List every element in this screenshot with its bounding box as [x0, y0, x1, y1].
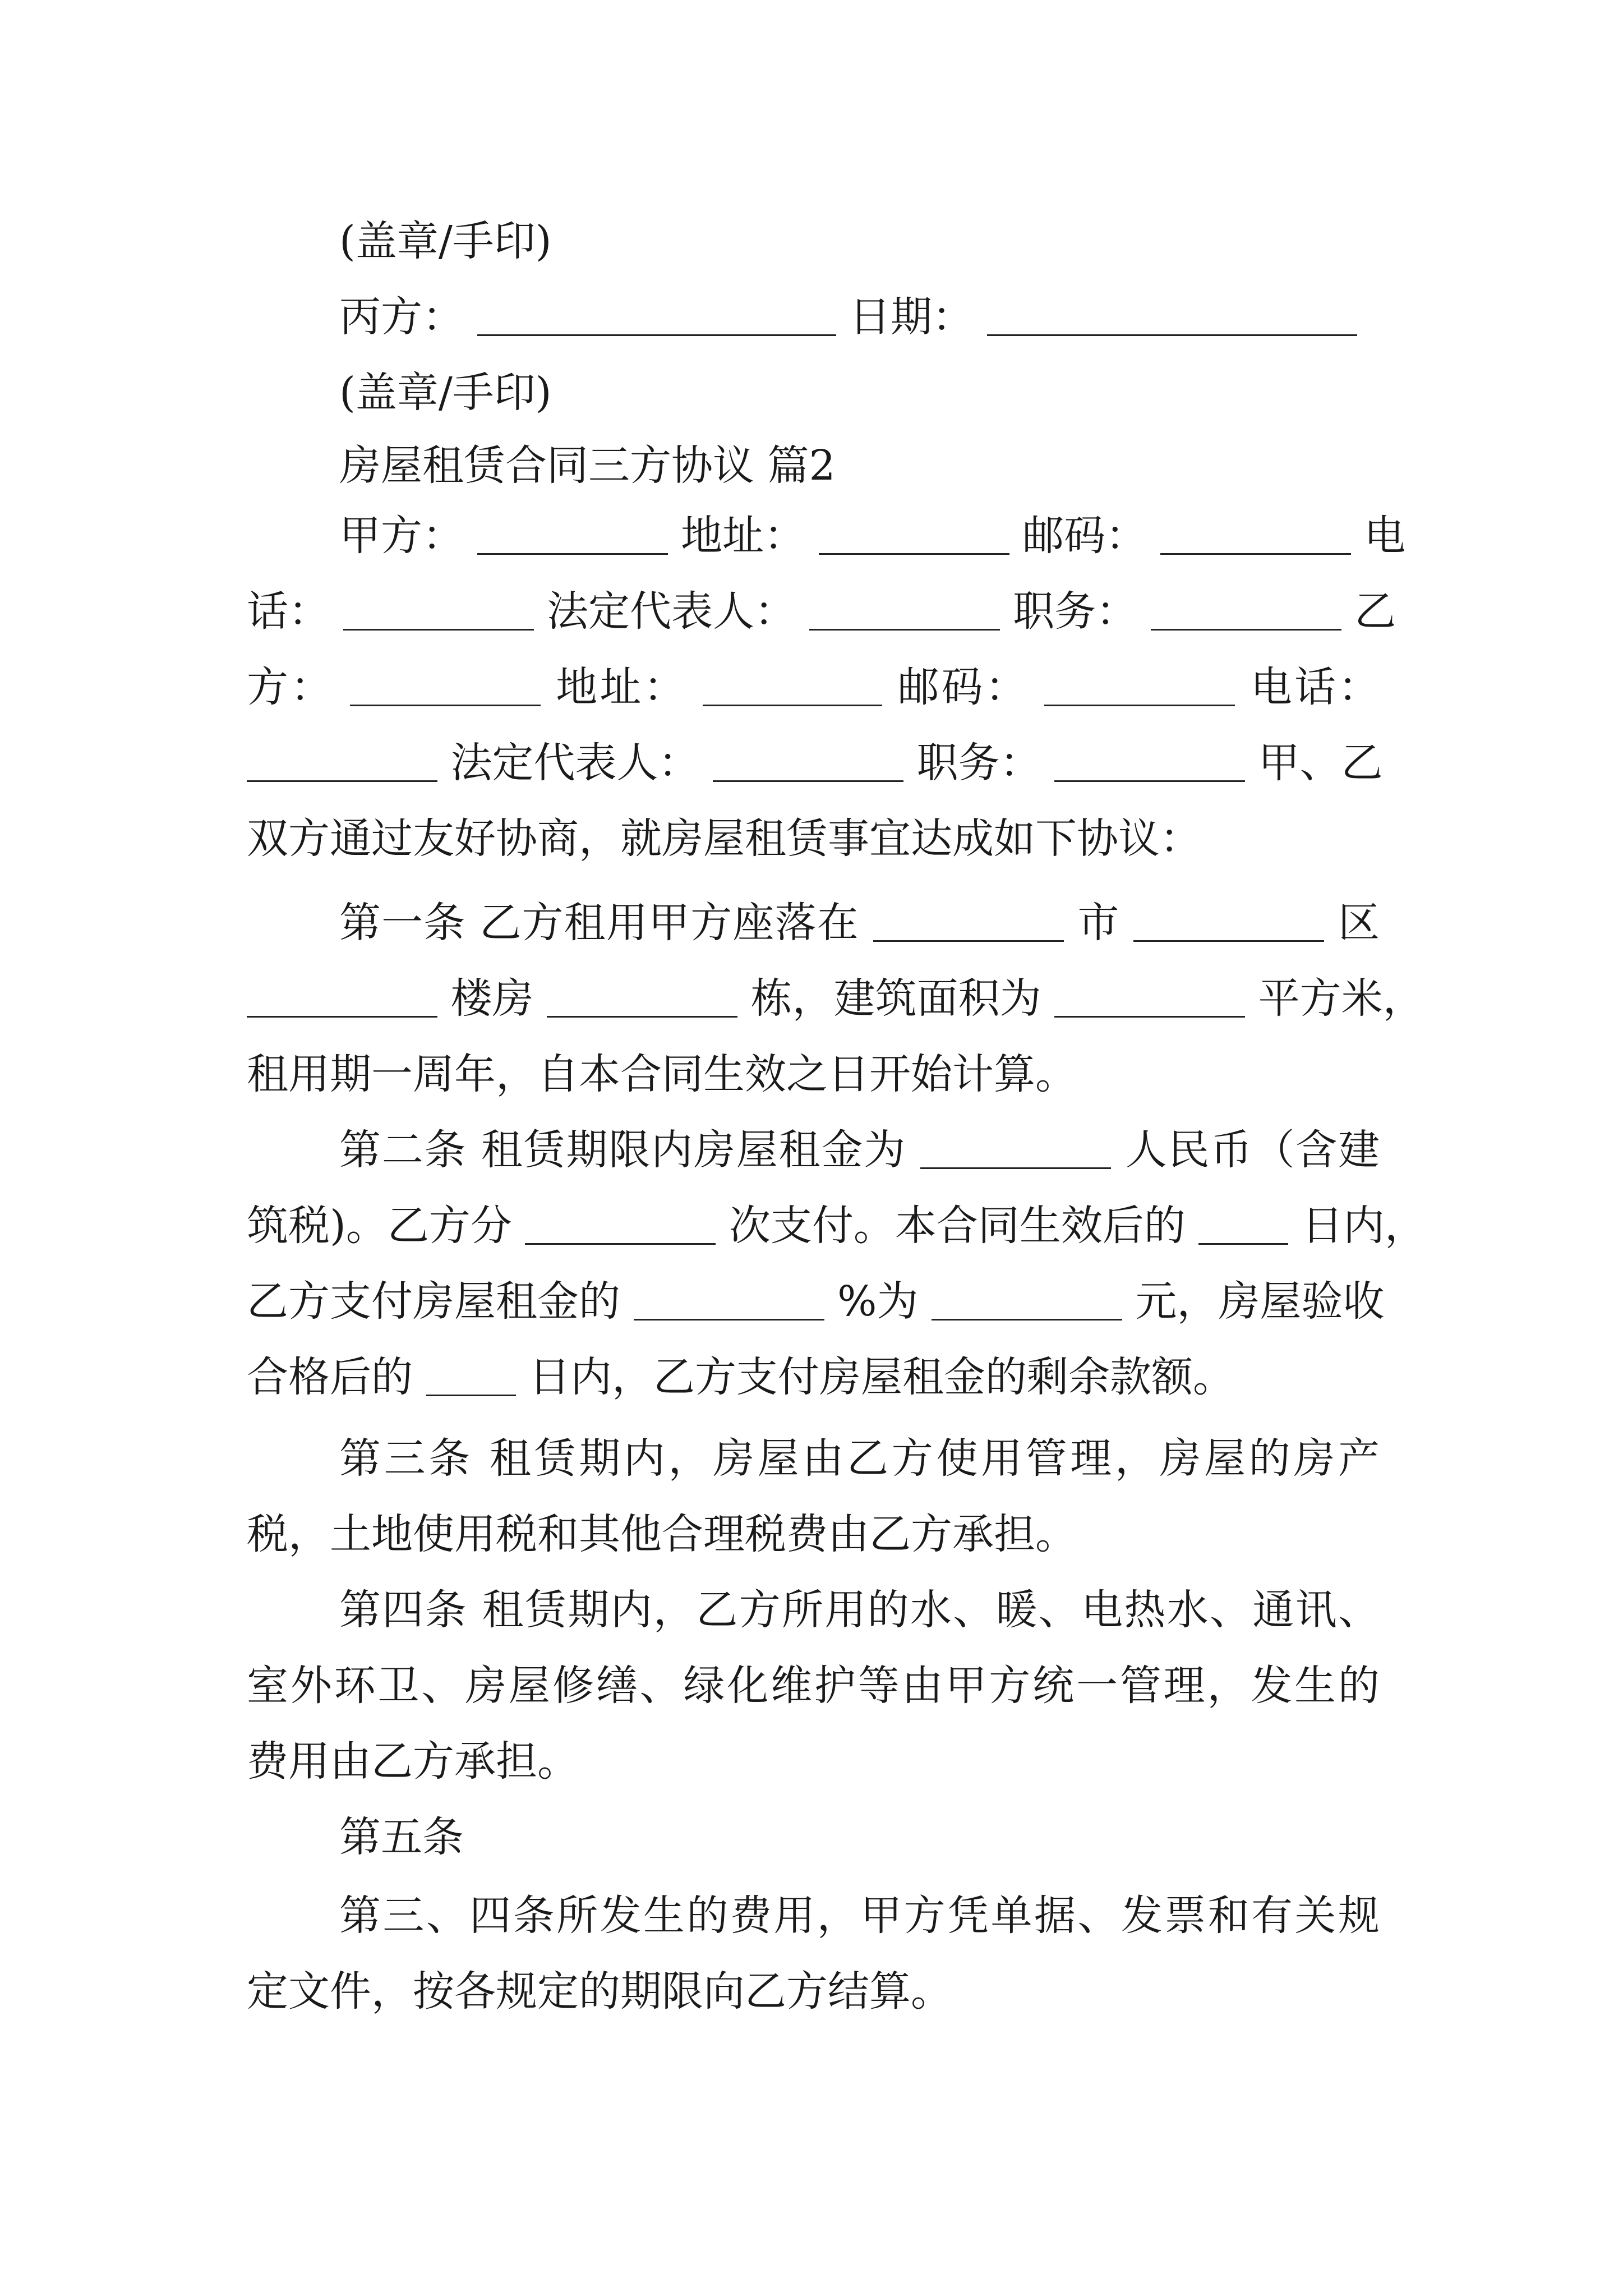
text-line: [339, 438, 1380, 494]
text-segment: 第一条 乙方租用甲方座落在: [339, 899, 859, 947]
text-segment: 电话：: [1250, 663, 1380, 711]
text-line: [247, 1198, 1426, 1254]
fill-in-blank[interactable]: [1160, 514, 1351, 555]
fill-in-blank[interactable]: [703, 665, 882, 706]
text-segment: 甲、乙: [1258, 739, 1383, 787]
fill-in-blank[interactable]: [1054, 741, 1245, 782]
text-segment: 市: [1077, 899, 1120, 947]
text-segment: 筑税)。乙方分: [247, 1202, 512, 1250]
fill-in-blank[interactable]: [713, 741, 903, 782]
fill-in-blank[interactable]: [477, 514, 668, 555]
text-segment: 邮码：: [897, 663, 1029, 711]
text-line: [339, 1122, 1380, 1178]
text-segment: 地址：: [681, 512, 806, 560]
fill-in-blank[interactable]: [426, 1355, 516, 1396]
text-segment: 平方米，: [1258, 974, 1424, 1023]
text-segment: 法定代表人：: [547, 587, 796, 636]
text-segment: 第三条 租赁期内，房屋由乙方使用管理，房屋的房产: [339, 1434, 1380, 1483]
text-line: [247, 583, 1396, 639]
fill-in-blank[interactable]: [819, 514, 1009, 555]
text-line: [247, 1273, 1385, 1329]
text-line: [247, 970, 1424, 1027]
text-segment: 租用期一周年，自本合同生效之日开始计算。: [247, 1050, 1077, 1098]
text-segment: 双方通过友好协商，就房屋租赁事宜达成如下协议：: [247, 815, 1201, 863]
text-segment: 室外环卫、房屋修缮、绿化维护等由甲方统一管理，发生的: [247, 1662, 1380, 1710]
fill-in-blank[interactable]: [247, 977, 437, 1018]
text-segment: 地址：: [556, 663, 688, 711]
text-line: [247, 1733, 1380, 1789]
text-line: [339, 508, 1406, 564]
fill-in-blank[interactable]: [350, 665, 541, 706]
fill-in-blank[interactable]: [987, 295, 1357, 336]
text-segment: 电: [1364, 512, 1406, 560]
text-segment: 话：: [247, 587, 330, 636]
text-segment: 邮码：: [1022, 512, 1147, 560]
text-segment: 甲方：: [339, 512, 464, 560]
text-segment: 合格后的: [247, 1353, 413, 1401]
text-segment: 次支付。本合同生效后的: [728, 1202, 1186, 1250]
fill-in-blank[interactable]: [477, 295, 836, 336]
text-segment: 方：: [247, 663, 335, 711]
text-segment: 区: [1338, 899, 1380, 947]
text-line: [339, 1430, 1380, 1487]
text-line: [339, 895, 1380, 951]
text-segment: 乙: [1354, 587, 1396, 636]
text-segment: 元，房屋验收: [1135, 1277, 1385, 1326]
text-line: [247, 1046, 1380, 1102]
fill-in-blank[interactable]: [920, 1128, 1111, 1169]
text-line: [339, 1582, 1380, 1638]
text-segment: 乙方支付房屋租金的: [247, 1277, 620, 1326]
text-line: [247, 1658, 1380, 1714]
fill-in-blank[interactable]: [525, 1204, 716, 1245]
text-segment: 日内，乙方支付房屋租金的剩余款额。: [529, 1353, 1235, 1401]
text-segment: 第三、四条所发生的费用，甲方凭单据、发票和有关规: [339, 1892, 1380, 1940]
text-segment: 职务：: [916, 739, 1041, 787]
text-line: [247, 735, 1383, 791]
text-line: [247, 1506, 1380, 1562]
text-segment: 栋，建筑面积为: [750, 974, 1041, 1023]
text-line: [247, 659, 1380, 715]
text-segment: 房屋租赁合同三方协议 篇2: [339, 441, 836, 490]
text-line: [339, 289, 1380, 345]
text-segment: 税，土地使用税和其他合理税费由乙方承担。: [247, 1510, 1077, 1558]
fill-in-blank[interactable]: [547, 977, 737, 1018]
text-line: [339, 1809, 1380, 1865]
fill-in-blank[interactable]: [634, 1280, 824, 1320]
text-segment: 日内，: [1302, 1202, 1426, 1250]
text-line: [339, 365, 1380, 421]
fill-in-blank[interactable]: [1151, 590, 1341, 631]
text-line: [339, 213, 1380, 269]
text-segment: 费用由乙方承担。: [247, 1737, 579, 1786]
text-line: [339, 1888, 1380, 1944]
text-segment: 日期：: [849, 293, 974, 341]
fill-in-blank[interactable]: [873, 901, 1064, 942]
text-segment: 定文件，按各规定的期限向乙方结算。: [247, 1967, 952, 2016]
fill-in-blank[interactable]: [1133, 901, 1324, 942]
text-segment: 楼房: [450, 974, 534, 1023]
text-line: [247, 1963, 1380, 2019]
text-segment: 第五条: [339, 1813, 464, 1861]
fill-in-blank[interactable]: [343, 590, 534, 631]
text-segment: 法定代表人：: [450, 739, 700, 787]
text-segment: 第四条 租赁期内，乙方所用的水、暖、电热水、通讯、: [339, 1586, 1380, 1634]
text-line: [247, 811, 1380, 867]
fill-in-blank[interactable]: [247, 741, 437, 782]
text-segment: 人民币（含建: [1125, 1126, 1380, 1174]
fill-in-blank[interactable]: [932, 1280, 1122, 1320]
text-segment: (盖章/手印): [339, 217, 552, 265]
text-line: [247, 1349, 1380, 1405]
fill-in-blank[interactable]: [1198, 1204, 1288, 1245]
fill-in-blank[interactable]: [1054, 977, 1245, 1018]
text-segment: (盖章/手印): [339, 369, 552, 417]
text-segment: 第二条 租赁期限内房屋租金为: [339, 1126, 907, 1174]
text-segment: %为: [837, 1277, 919, 1326]
fill-in-blank[interactable]: [1044, 665, 1235, 706]
fill-in-blank[interactable]: [809, 590, 1000, 631]
text-segment: 职务：: [1013, 587, 1138, 636]
text-segment: 丙方：: [339, 293, 464, 341]
